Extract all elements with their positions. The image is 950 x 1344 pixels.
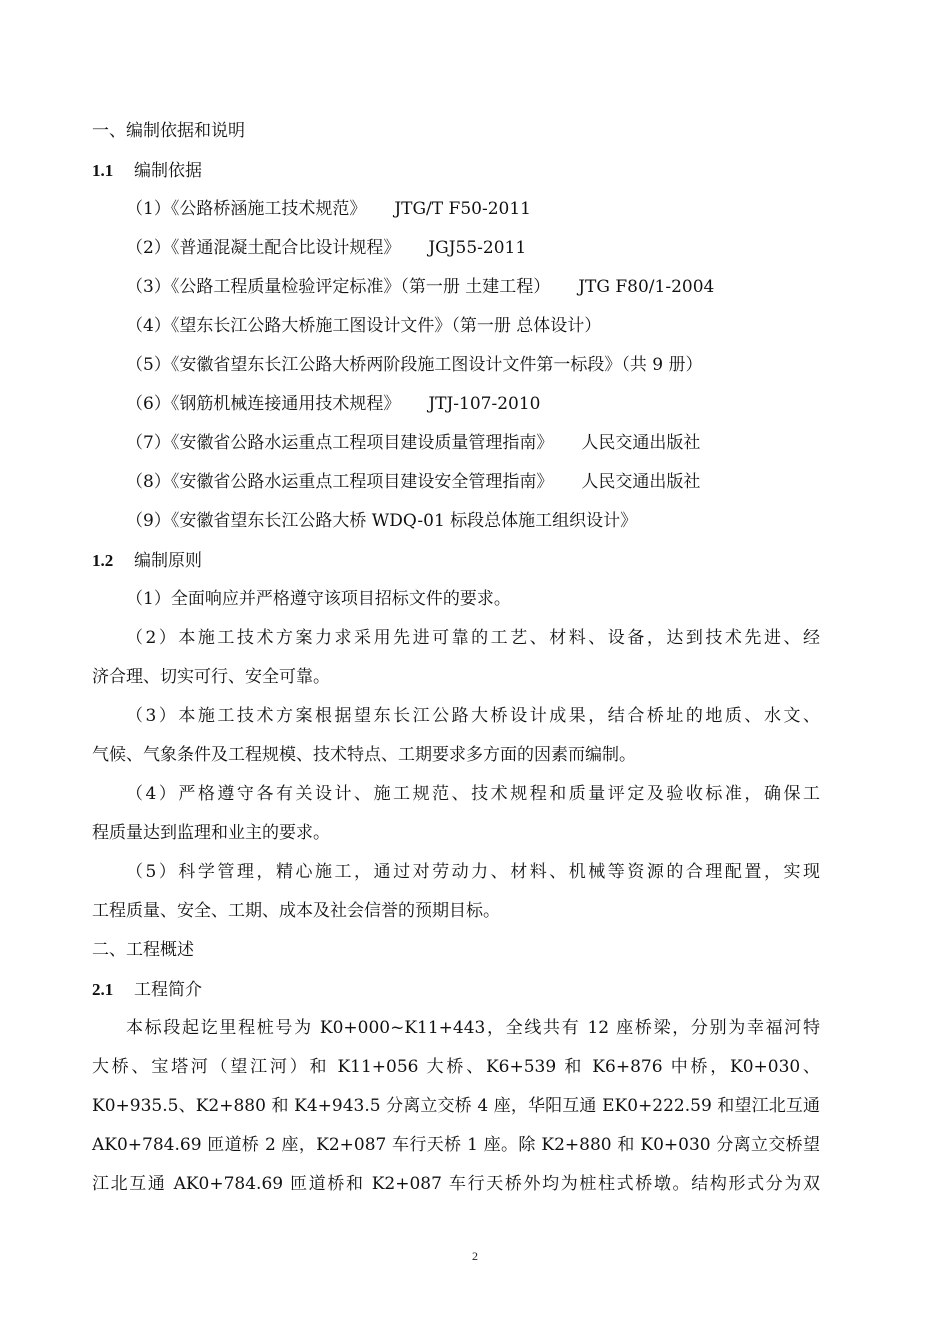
subsection-number: 2.1 bbox=[92, 980, 114, 999]
overview-line: 大桥、宝塔河（望江河）和 K11+056 大桥、K6+539 和 K6+876 中桥，K0+030、 bbox=[92, 1057, 820, 1077]
reference-title: （4）《望东长江公路大桥施工图设计文件》（第一册 总体设计） bbox=[126, 316, 602, 336]
principle-line: 工程质量、安全、工期、成本及社会信誉的预期目标。 bbox=[92, 901, 500, 921]
reference-item bbox=[92, 463, 820, 502]
section-heading: 二、工程概述 bbox=[92, 940, 194, 960]
reference-title: （9）《安徽省望东长江公路大桥 WDQ-01 标段总体施工组织设计》 bbox=[126, 511, 638, 531]
subsection-number: 1.1 bbox=[92, 161, 114, 180]
reference-code: JGJ55-2011 bbox=[428, 238, 527, 258]
principle-line: （4）严格遵守各有关设计、施工规范、技术规程和质量评定及验收标准，确保工 bbox=[126, 784, 820, 804]
overview-line: K0+935.5、K2+880 和 K4+943.5 分离立交桥 4 座，华阳互通 EK0+222.59 和望江北互通 bbox=[92, 1096, 820, 1116]
subsection-number: 1.2 bbox=[92, 551, 114, 570]
reference-item bbox=[92, 502, 820, 541]
reference-title: （2）《普通混凝土配合比设计规程》 bbox=[126, 238, 401, 258]
reference-publisher: 人民交通出版社 bbox=[581, 472, 701, 492]
reference-publisher: 人民交通出版社 bbox=[581, 433, 701, 453]
overview-line: 本标段起讫里程桩号为 K0+000~K11+443，全线共有 12 座桥梁，分别为幸福河特 bbox=[126, 1018, 820, 1038]
reference-item bbox=[92, 268, 820, 307]
reference-list bbox=[92, 190, 820, 541]
principles-list bbox=[92, 580, 820, 931]
reference-item bbox=[92, 307, 820, 346]
overview-paragraph bbox=[92, 1009, 820, 1204]
principle-line: 气候、气象条件及工程规模、技术特点、工期要求多方面的因素而编制。 bbox=[92, 745, 636, 765]
subsection-heading bbox=[92, 970, 820, 1009]
principle-item: （1）全面响应并严格遵守该项目招标文件的要求。 bbox=[126, 589, 511, 609]
reference-title: （3）《公路工程质量检验评定标准》（第一册 土建工程） bbox=[126, 277, 551, 297]
principle-line: （5）科学管理，精心施工，通过对劳动力、材料、机械等资源的合理配置，实现 bbox=[126, 862, 820, 882]
principle-line: 程质量达到监理和业主的要求。 bbox=[92, 823, 330, 843]
reference-code: JTJ-107-2010 bbox=[428, 394, 541, 414]
reference-title: （1）《公路桥涵施工技术规范》 bbox=[126, 199, 367, 219]
reference-title: （6）《钢筋机械连接通用技术规程》 bbox=[126, 394, 401, 414]
reference-title: （5）《安徽省望东长江公路大桥两阶段施工图设计文件第一标段》（共 9 册） bbox=[126, 355, 703, 375]
subsection-heading bbox=[92, 151, 820, 190]
principle-item bbox=[92, 853, 820, 931]
section-heading: 一、编制依据和说明 bbox=[92, 121, 245, 141]
page-number: 2 bbox=[472, 1249, 478, 1263]
principle-line: （3）本施工技术方案根据望东长江公路大桥设计成果，结合桥址的地质、水文、 bbox=[126, 706, 820, 726]
reference-title: （7）《安徽省公路水运重点工程项目建设质量管理指南》 bbox=[126, 433, 554, 453]
reference-title: （8）《安徽省公路水运重点工程项目建设安全管理指南》 bbox=[126, 472, 554, 492]
document-body bbox=[92, 112, 820, 1204]
principle-line: 济合理、切实可行、安全可靠。 bbox=[92, 667, 330, 687]
reference-code: JTG/T F50-2011 bbox=[394, 199, 531, 219]
principle-item bbox=[92, 619, 820, 697]
subsection-heading bbox=[92, 541, 820, 580]
subsection-title: 编制依据 bbox=[134, 161, 202, 181]
reference-code: JTG F80/1-2004 bbox=[578, 277, 715, 297]
subsection-title: 编制原则 bbox=[134, 551, 202, 571]
reference-item bbox=[92, 190, 820, 229]
reference-item bbox=[92, 346, 820, 385]
principle-item bbox=[92, 697, 820, 775]
reference-item bbox=[92, 229, 820, 268]
reference-item bbox=[92, 385, 820, 424]
principle-line: （2）本施工技术方案力求采用先进可靠的工艺、材料、设备，达到技术先进、经 bbox=[126, 628, 820, 648]
subsection-title: 工程简介 bbox=[134, 980, 202, 1000]
overview-line: AK0+784.69 匝道桥 2 座，K2+087 车行天桥 1 座。除 K2+880 和 K0+030 分离立交桥望 bbox=[92, 1135, 820, 1155]
principle-item bbox=[92, 775, 820, 853]
overview-line: 江北互通 AK0+784.69 匝道桥和 K2+087 车行天桥外均为桩柱式桥墩。结构形式分为双 bbox=[92, 1174, 820, 1194]
reference-item bbox=[92, 424, 820, 463]
